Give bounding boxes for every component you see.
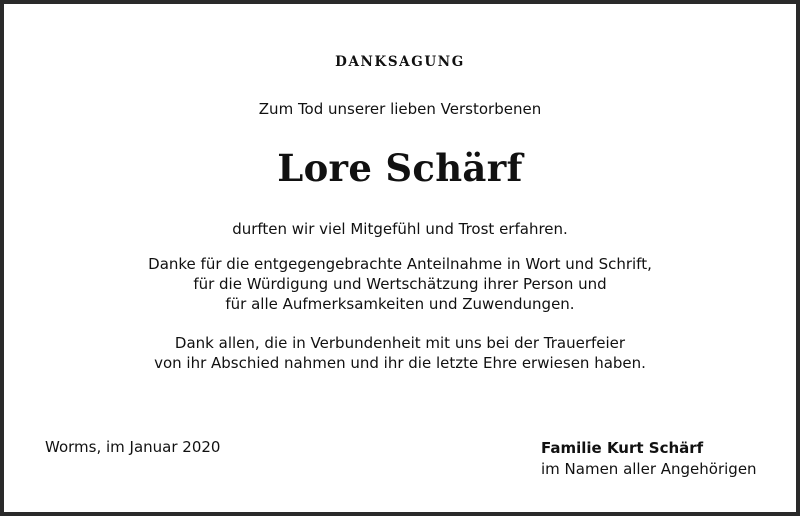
paragraph-line: für die Würdigung und Wertschätzung ihrer Person und	[193, 275, 607, 293]
place-date: Worms, im Januar 2020	[45, 438, 221, 456]
family-signature	[541, 438, 757, 480]
family-name: Familie Kurt Schärf	[541, 439, 704, 457]
notice-heading: DANKSAGUNG	[335, 54, 465, 70]
paragraph-line: Danke für die entgegengebrachte Anteilnahme in Wort und Schrift,	[148, 255, 652, 273]
thanks-paragraph-2	[4, 333, 796, 373]
paragraph-line: von ihr Abschied nahmen und ihr die letzte Ehre erwiesen haben.	[154, 354, 646, 372]
paragraph-line: Dank allen, die in Verbundenheit mit uns bei der Trauerfeier	[174, 334, 626, 352]
paragraph-line: für alle Aufmerksamkeiten und Zuwendungen.	[225, 295, 575, 313]
deceased-name: Lore Schärf	[277, 146, 523, 190]
intro-text: Zum Tod unserer lieben Verstorbenen	[258, 100, 542, 118]
thanks-paragraph-1	[4, 254, 796, 314]
after-name-text: durften wir viel Mitgefühl und Trost erfahren.	[232, 220, 568, 238]
family-subline: im Namen aller Angehörigen	[541, 460, 757, 478]
